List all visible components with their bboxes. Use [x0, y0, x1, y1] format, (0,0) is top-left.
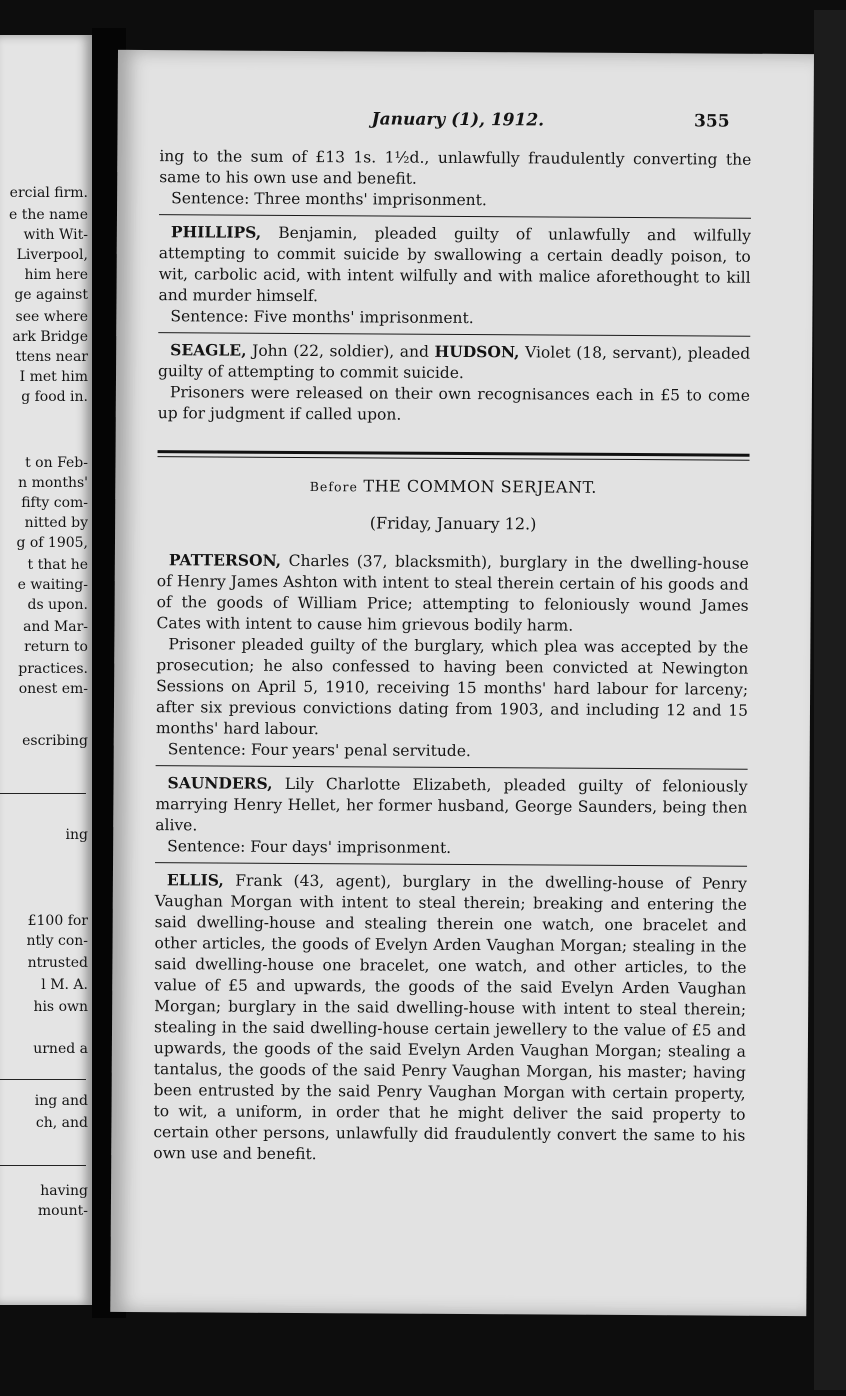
heading-title: THE COMMON SERJEANT. — [357, 476, 597, 497]
case-entry — [153, 869, 747, 1168]
case-entry — [158, 339, 750, 386]
running-header — [117, 108, 813, 140]
section-heading — [157, 475, 749, 498]
left-fragment: see where — [15, 309, 88, 325]
defendant-name: SEAGLE, — [170, 340, 247, 360]
sentence-line: Sentence: Three months' imprisonment. — [171, 189, 487, 210]
sitting-date: (Friday, January 12.) — [369, 513, 537, 534]
left-fragment: ntly con- — [26, 933, 88, 949]
case-text: Lily Charlotte Elizabeth, pleaded guilty of feloniously marrying Henry Hellet, her former husband, George Saunders, being then alive. — [155, 774, 748, 835]
left-fragment: t on Feb- — [25, 455, 88, 471]
page-content — [153, 146, 751, 1168]
defendant-name: HUDSON, — [434, 341, 520, 362]
defendant-name: PATTERSON, — [168, 550, 282, 570]
case-entry — [158, 221, 751, 310]
case-entry — [156, 549, 749, 638]
left-fragment: ing — [65, 827, 88, 843]
divider — [156, 765, 748, 770]
left-fragment: g food in. — [21, 389, 88, 405]
left-fragment: urned a — [33, 1041, 88, 1057]
sentence-line: Sentence: Four years' penal servitude. — [167, 740, 471, 761]
left-fragment: Liverpool, — [16, 247, 88, 263]
left-fragment: ing and — [34, 1093, 88, 1109]
case-entry — [155, 772, 747, 840]
heading-prefix: Before — [309, 479, 358, 495]
left-fragment: ch, and — [35, 1115, 88, 1131]
left-fragment: ds upon. — [27, 597, 88, 613]
defendant-name: ELLIS, — [166, 870, 224, 890]
left-fragment: l M. A. — [41, 977, 88, 993]
section-divider — [158, 450, 750, 461]
left-fragment: his own — [33, 999, 88, 1015]
left-fragment: ge against — [14, 287, 88, 303]
left-fragment: e waiting- — [17, 577, 88, 593]
left-fragment: t that he — [27, 557, 88, 573]
left-fragment: mount- — [37, 1203, 88, 1219]
left-rule — [0, 1165, 86, 1166]
left-fragment: return to — [24, 639, 88, 655]
left-fragment: ttens near — [15, 349, 88, 365]
divider — [155, 862, 747, 867]
left-fragment: ntrusted — [27, 955, 88, 971]
defendant-name: PHILLIPS, — [170, 222, 262, 242]
left-fragment: onest em- — [18, 681, 88, 697]
page-number: 355 — [694, 111, 730, 132]
left-rule — [0, 793, 86, 794]
left-fragment: n months' — [18, 475, 88, 491]
left-fragment: nitted by — [24, 515, 88, 531]
left-fragment: him here — [24, 267, 88, 283]
left-fragment: g of 1905, — [16, 535, 88, 551]
divider — [158, 332, 750, 337]
left-fragment: having — [40, 1183, 88, 1199]
left-rule — [0, 1079, 86, 1080]
left-fragment: I met him — [19, 369, 88, 385]
left-fragment: ercial firm. — [9, 185, 88, 201]
facing-page-left — [0, 35, 92, 1305]
defendant-name: SAUNDERS, — [167, 773, 273, 793]
case-text: Violet (18, servant), pleaded guilty of attempting to commit suicide. — [157, 343, 751, 382]
continued-paragraph: ing to the sum of £13 1s. 1½d., unlawfully fraudulently converting the same to his own use and benefit. — [159, 147, 752, 188]
page-edge — [814, 10, 846, 1390]
sentence-line: Sentence: Four days' imprisonment. — [167, 837, 452, 857]
left-fragment: ark Bridge — [12, 329, 88, 345]
left-fragment: with Wit- — [23, 227, 88, 243]
left-fragment: e the name — [8, 207, 88, 223]
left-fragment: escribing — [22, 733, 88, 749]
left-fragment: £100 for — [27, 913, 88, 929]
main-page — [110, 50, 814, 1316]
plea-text: Prisoner pleaded guilty of the burglary, which plea was accepted by the prosecution; he also confessed to having been convicted at Newington Sessions on April 5, 1910, receiving 15 months' hard labour for larceny; after six previous convictions dating from 1903, and including 12 and 15 months' hard labour. — [155, 635, 749, 739]
left-fragment: and Mar- — [23, 619, 88, 635]
running-title: January (1), 1912. — [371, 109, 545, 131]
case-text: Charles (37, blacksmith), burglary in the dwelling-house of Henry James Ashton with intent to steal therein certain of his goods and of the goods of William Price; attempting to feloniously wound James Cates with intent to cause him grievous bodily harm. — [156, 551, 749, 635]
outcome-line: Prisoners were released on their own recognisances each in £5 to come up for judgment if called upon. — [157, 383, 750, 424]
divider — [159, 214, 751, 219]
sentence-line: Sentence: Five months' imprisonment. — [170, 307, 474, 328]
left-fragment: fifty com- — [21, 495, 88, 511]
left-fragment: practices. — [18, 661, 88, 677]
case-text: Frank (43, agent), burglary in the dwelling-house of Penry Vaughan Morgan with intent to steal therein; breaking and entering the said dwelling-house and stealing therein one watch, one bracelet and other articles, the goods of Evelyn Arden Vaughan Morgan; stealing in the said dwelling-house one bracelet, one watch, and other articles, to the value of £5 and upwards, the goods of the said Evelyn Arden Vaughan Morgan; burglary in the said dwelling-house with intent to steal therein; stealing in the said dwelling-house certain jewellery to the value of £5 and upwards, the goods of the said Evelyn Arden Vaughan Morgan; stealing a tantalus, the goods of the said Penry Vaughan Morgan, his master; having been entrusted by the said Penry Vaughan Morgan with certain property, to wit, a uniform, in order that he might deliver the said property to certain other persons, unlawfully did fraudulently convert the same to his own use and benefit. — [153, 871, 747, 1164]
case-text: Benjamin, pleaded guilty of unlawfully and wilfully attempting to commit suicide by swallowing a certain deadly poison, to wit, carbolic acid, with intent wilfully and with malice aforethought to kill and murder himself. — [158, 223, 751, 306]
case-text: John (22, soldier), and — [246, 341, 435, 361]
